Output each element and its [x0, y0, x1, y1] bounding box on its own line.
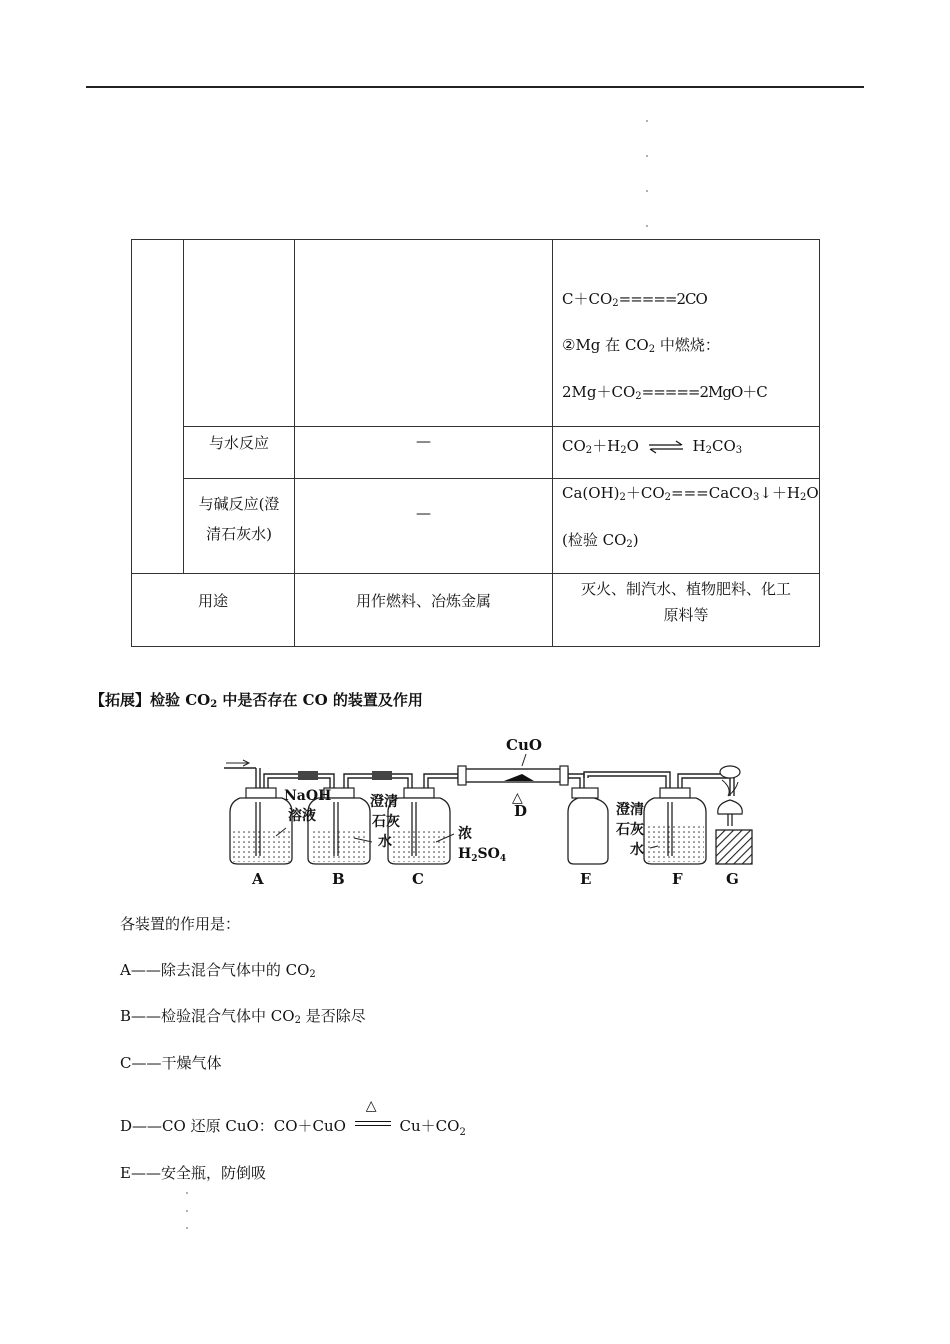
svg-text:B: B — [332, 870, 345, 888]
svg-text:澄清: 澄清 — [616, 802, 644, 818]
svg-text:A: A — [252, 870, 264, 888]
svg-text:水: 水 — [378, 834, 392, 850]
comparison-table — [131, 239, 820, 647]
co2-water-cell — [553, 427, 820, 479]
margin-dot — [186, 1227, 188, 1229]
margin-dot — [186, 1192, 188, 1194]
co2-test-note: (检验 $CO_2$) — [562, 531, 639, 550]
row-label-base: 与碱反应(澄 清石灰水) — [184, 479, 295, 574]
co-base-cell: — — [295, 479, 553, 574]
margin-dot — [646, 190, 648, 192]
table-cell — [184, 240, 295, 427]
table-cell — [295, 240, 553, 427]
svg-text:H2SO4: $H_2SO_4$ — [458, 846, 507, 864]
function-a: A——除去混合气体中的 $CO_2$ — [120, 961, 316, 980]
equation-limewater: $Ca(OH)_2+CO_2===CaCO_3↓+H_2O$ — [562, 484, 819, 503]
bottle-f — [644, 788, 706, 864]
top-rule — [86, 86, 864, 88]
equilibrium-arrow-icon — [647, 440, 685, 454]
function-e: E——安全瓶，防倒吸 — [120, 1164, 266, 1182]
table-row — [132, 240, 820, 427]
svg-text:水: 水 — [630, 842, 644, 858]
margin-dot — [646, 225, 648, 227]
svg-text:G: G — [726, 870, 739, 888]
row-label-use: 用途 — [132, 574, 295, 647]
svg-text:D: D — [514, 802, 528, 820]
heat-symbol: △ — [512, 790, 523, 806]
equation-co2-water: $CO_2+H_2O$ $H_2CO_3$ — [562, 437, 743, 456]
function-d: D——CO 还原 CuO：CO＋CuO △ $Cu+CO_2$ — [120, 1098, 466, 1138]
margin-dot — [646, 120, 648, 122]
functions-intro: 各装置的作用是： — [120, 915, 241, 933]
equation-mg-co2: $2Mg+CO_2=====2MgO+C$ — [562, 383, 767, 402]
co2-use-cell: 灭火、制汽水、植物肥料、化工 原料等 — [553, 574, 820, 647]
co-use-cell: 用作燃料、冶炼金属 — [295, 574, 553, 647]
svg-text:溶液: 溶液 — [288, 808, 316, 824]
reaction-condition — [355, 1100, 391, 1136]
table-row — [132, 427, 820, 479]
heat-condition-icon: △ — [365, 1098, 377, 1114]
cuo-label: CuO — [506, 736, 542, 754]
mg-combustion-text: ②Mg 在 $CO_2$ 中燃烧： — [562, 336, 720, 355]
table-row — [132, 479, 820, 574]
table-row — [132, 574, 820, 647]
svg-text:石灰: 石灰 — [372, 814, 400, 830]
svg-text:NaOH: NaOH — [284, 788, 332, 804]
svg-text:浓: 浓 — [458, 826, 472, 842]
row-label-water: 与水反应 — [184, 427, 295, 479]
svg-text:F: F — [672, 870, 683, 888]
co2-reaction-cell — [553, 240, 820, 427]
section-heading: 【拓展】检验 $CO_2$ 中是否存在 CO 的装置及作用 — [90, 691, 423, 710]
margin-dot — [186, 1210, 188, 1212]
svg-text:澄清: 澄清 — [370, 794, 398, 810]
co-water-cell: — — [295, 427, 553, 479]
bottle-a — [230, 788, 292, 864]
margin-dot — [646, 155, 648, 157]
function-c: C——干燥气体 — [120, 1054, 222, 1072]
equation-c-co2: $C+CO_2=====2CO$ — [562, 290, 707, 309]
function-b: B——检验混合气体中 $CO_2$ 是否除尽 — [120, 1007, 366, 1026]
apparatus-diagram — [222, 730, 782, 890]
bottle-e — [568, 788, 608, 864]
category-cell — [132, 240, 184, 574]
co2-base-cell — [553, 479, 820, 574]
svg-text:石灰: 石灰 — [616, 822, 644, 838]
svg-text:E: E — [580, 870, 592, 888]
svg-text:C: C — [412, 870, 424, 888]
